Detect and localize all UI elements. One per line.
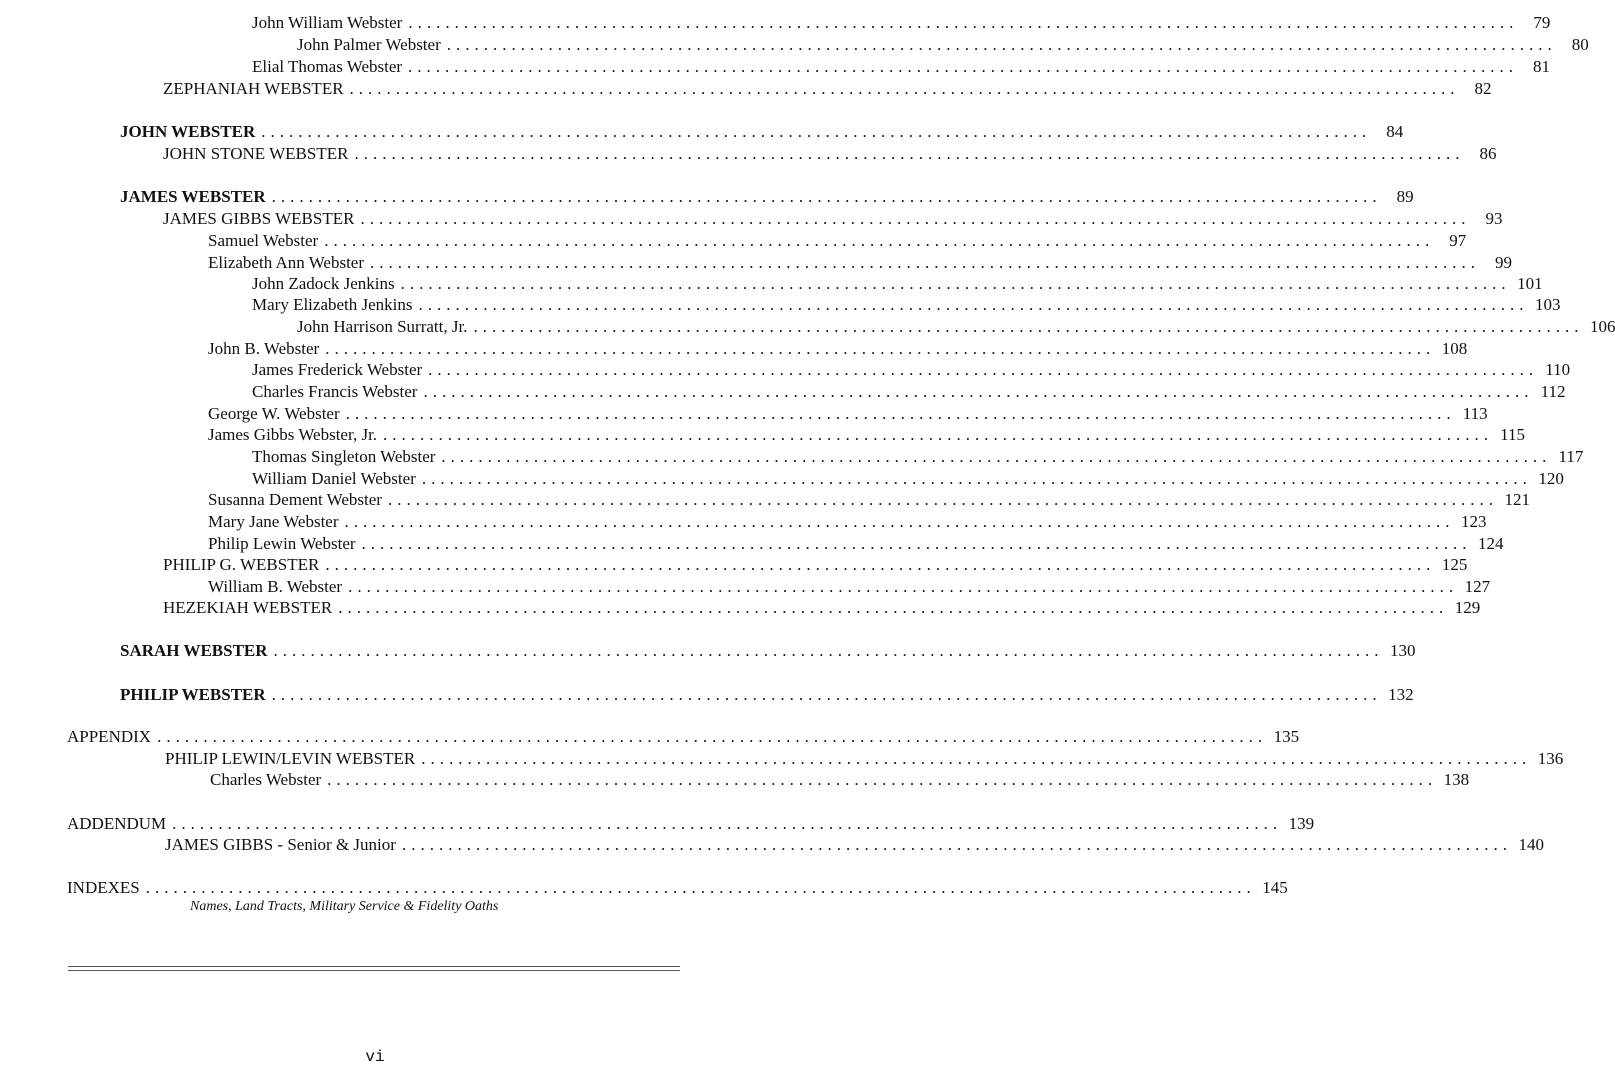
toc-entry <box>252 11 1551 33</box>
dot-leader: ........................................................................................................................ <box>408 57 1519 76</box>
toc-entry-page: 97 <box>1449 231 1467 250</box>
toc-entry-page: 132 <box>1388 685 1414 704</box>
toc-entry-page: 86 <box>1479 144 1497 163</box>
dot-leader: ........................................................................................................................ <box>261 122 1372 141</box>
toc-entry-title: John Zadock Jenkins <box>252 274 395 293</box>
toc-entry <box>252 380 1566 402</box>
toc-entry-title: Charles Webster <box>210 770 322 789</box>
toc-entry <box>67 876 1288 898</box>
dot-leader: ........................................................................................................................ <box>348 577 1459 596</box>
toc-entry-title: John Harrison Surratt, Jr. <box>297 317 468 336</box>
dot-leader: ........................................................................................................................ <box>338 598 1449 617</box>
toc-entry-title: William Daniel Webster <box>252 469 416 488</box>
toc-entry-page: 82 <box>1474 79 1492 98</box>
toc-entry-title: Mary Jane Webster <box>208 512 339 531</box>
toc-entry-title: William B. Webster <box>208 577 343 596</box>
toc-entry-page: 81 <box>1533 57 1551 76</box>
toc-entry <box>252 358 1571 380</box>
toc-entry-page: 106 <box>1589 317 1615 336</box>
toc-entry-page: 110 <box>1545 360 1571 379</box>
toc-entry-page: 103 <box>1535 295 1561 314</box>
dot-leader: ........................................................................................................................ <box>172 814 1283 833</box>
toc-entry-title: Samuel Webster <box>208 231 319 250</box>
toc-entry-page: 121 <box>1504 490 1530 509</box>
toc-entry <box>208 532 1504 554</box>
toc-entry-title: John B. Webster <box>208 339 320 358</box>
toc-entry-title: JAMES WEBSTER <box>120 187 266 206</box>
dot-leader: ........................................................................................................................ <box>423 382 1534 401</box>
toc-entry-page: 140 <box>1518 835 1544 854</box>
toc-entry <box>252 55 1551 77</box>
dot-leader: ........................................................................................................................ <box>418 295 1529 314</box>
dot-leader: ........................................................................................................................ <box>428 360 1539 379</box>
toc-entry <box>163 207 1503 229</box>
toc-entry-title: James Frederick Webster <box>252 360 423 379</box>
toc-entry-title: SARAH WEBSTER <box>120 641 268 660</box>
toc-entry <box>163 553 1468 575</box>
dot-leader: ........................................................................................................................ <box>349 79 1460 98</box>
toc-entry-page: 80 <box>1571 35 1589 54</box>
toc-entry <box>67 812 1315 834</box>
toc-entry <box>208 575 1491 597</box>
toc-entry-page: 120 <box>1538 469 1564 488</box>
toc-entry <box>208 423 1526 445</box>
toc-entry <box>208 510 1487 532</box>
toc-entry-title: Elizabeth Ann Webster <box>208 253 364 272</box>
toc-entry-title: Mary Elizabeth Jenkins <box>252 295 413 314</box>
toc-entry-page: 138 <box>1443 770 1470 789</box>
toc-entry-title: Charles Francis Webster <box>252 382 418 401</box>
toc-entry-title: PHILIP WEBSTER <box>120 685 266 704</box>
dot-leader: ........................................................................................................................ <box>401 835 1512 854</box>
toc-entry-title: ZEPHANIAH WEBSTER <box>163 79 344 98</box>
dot-leader: ........................................................................................................................ <box>145 878 1256 897</box>
toc-entry <box>163 77 1492 99</box>
toc-entry-title: Elial Thomas Webster <box>252 57 403 76</box>
toc-entry-page: 89 <box>1396 187 1414 206</box>
toc-entry-page: 125 <box>1441 555 1468 574</box>
toc-entry <box>252 293 1561 315</box>
toc-entry-page: 145 <box>1262 878 1288 897</box>
toc-entry <box>208 251 1512 273</box>
toc-entry-title: HEZEKIAH WEBSTER <box>163 598 333 617</box>
dot-leader: ........................................................................................................................ <box>361 534 1472 553</box>
toc-entry-page: 123 <box>1461 512 1487 531</box>
toc-entry-page: 124 <box>1478 534 1504 553</box>
toc-entry-title: JOHN STONE WEBSTER <box>163 144 349 163</box>
toc-entry-title: John William Webster <box>252 13 403 32</box>
toc-entry-page: 115 <box>1500 425 1526 444</box>
toc-entry-page: 127 <box>1464 577 1491 596</box>
toc-entry-title: ADDENDUM <box>67 814 167 833</box>
toc-entry <box>120 185 1414 207</box>
indexes-subtitle: Names, Land Tracts, Military Service & Fidelity Oaths <box>190 899 499 914</box>
toc-entry <box>67 725 1300 747</box>
toc-entry <box>163 596 1481 618</box>
toc-entry-page: 139 <box>1288 814 1315 833</box>
dot-leader: ........................................................................................................................ <box>446 35 1557 54</box>
dot-leader: ........................................................................................................................ <box>325 555 1436 574</box>
dot-leader: ........................................................................................................................ <box>383 425 1494 444</box>
toc-entry-title: Philip Lewin Webster <box>208 534 356 553</box>
toc-entry-title: APPENDIX <box>67 727 152 746</box>
toc-entry <box>120 683 1414 705</box>
toc-entry <box>252 272 1543 294</box>
toc-entry-page: 112 <box>1540 382 1566 401</box>
dot-leader: ........................................................................................................................ <box>421 749 1532 768</box>
toc-entry <box>208 402 1488 424</box>
dot-leader: ........................................................................................................................ <box>325 339 1436 358</box>
toc-entry <box>297 33 1589 55</box>
dot-leader: ........................................................................................................................ <box>271 685 1382 704</box>
toc-entry-page: 84 <box>1386 122 1404 141</box>
dot-leader: ........................................................................................................................ <box>473 317 1584 336</box>
toc-entry-page: 101 <box>1517 274 1543 293</box>
dot-leader: ........................................................................................................................ <box>360 209 1471 228</box>
toc-entry-title: INDEXES <box>67 878 140 897</box>
toc-entry-title: JAMES GIBBS WEBSTER <box>163 209 355 228</box>
toc-entry <box>208 229 1467 251</box>
toc-entry <box>208 337 1468 359</box>
toc-entry <box>163 142 1497 164</box>
toc-entry <box>210 768 1470 790</box>
page-number: vi <box>365 1048 385 1066</box>
toc-entry-title: PHILIP G. WEBSTER <box>163 555 320 574</box>
dot-leader: ........................................................................................................................ <box>324 231 1435 250</box>
toc-entry-page: 117 <box>1558 447 1584 466</box>
dot-leader: ........................................................................................................................ <box>400 274 1511 293</box>
dot-leader: ........................................................................................................................ <box>345 404 1456 423</box>
toc-entry-title: JOHN WEBSTER <box>120 122 256 141</box>
toc-entry <box>252 467 1564 489</box>
toc-entry <box>252 445 1584 467</box>
dot-leader: ........................................................................................................................ <box>344 512 1455 531</box>
toc-entry <box>208 488 1530 510</box>
dot-leader: ........................................................................................................................ <box>271 187 1382 206</box>
dot-leader: ........................................................................................................................ <box>327 770 1438 789</box>
toc-entry <box>165 833 1544 855</box>
toc-entry-page: 108 <box>1441 339 1468 358</box>
toc-entry-page: 93 <box>1485 209 1503 228</box>
toc-entry-page: 130 <box>1390 641 1416 660</box>
toc-entry-title: Thomas Singleton Webster <box>252 447 436 466</box>
toc-entry <box>165 747 1564 769</box>
toc-entry-page: 79 <box>1533 13 1551 32</box>
toc-entry-page: 99 <box>1495 253 1512 272</box>
toc-entry-title: Susanna Dement Webster <box>208 490 382 509</box>
toc-entry-page: 113 <box>1462 404 1488 423</box>
dot-leader: ........................................................................................................................ <box>354 144 1465 163</box>
toc-entry <box>120 120 1404 142</box>
toc-entry-title: JAMES GIBBS - Senior & Junior <box>165 835 396 854</box>
toc-entry-page: 135 <box>1273 727 1300 746</box>
dot-leader: ........................................................................................................................ <box>421 469 1532 488</box>
toc-entry <box>297 315 1615 337</box>
toc-entry-page: 136 <box>1537 749 1564 768</box>
toc-entry <box>120 639 1416 661</box>
toc-entry-title: James Gibbs Webster, Jr. <box>208 425 378 444</box>
dot-leader: ........................................................................................................................ <box>408 13 1519 32</box>
toc-entry-page: 129 <box>1454 598 1481 617</box>
dot-leader: ........................................................................................................................ <box>273 641 1384 660</box>
dot-leader: ........................................................................................................................ <box>370 253 1480 272</box>
divider-rule <box>68 970 680 971</box>
dot-leader: ........................................................................................................................ <box>441 447 1552 466</box>
dot-leader: ........................................................................................................................ <box>157 727 1268 746</box>
toc-entry-title: PHILIP LEWIN/LEVIN WEBSTER <box>165 749 416 768</box>
dot-leader: ........................................................................................................................ <box>387 490 1498 509</box>
toc-entry-title: George W. Webster <box>208 404 340 423</box>
divider-rule <box>68 966 680 967</box>
toc-entry-title: John Palmer Webster <box>297 35 441 54</box>
